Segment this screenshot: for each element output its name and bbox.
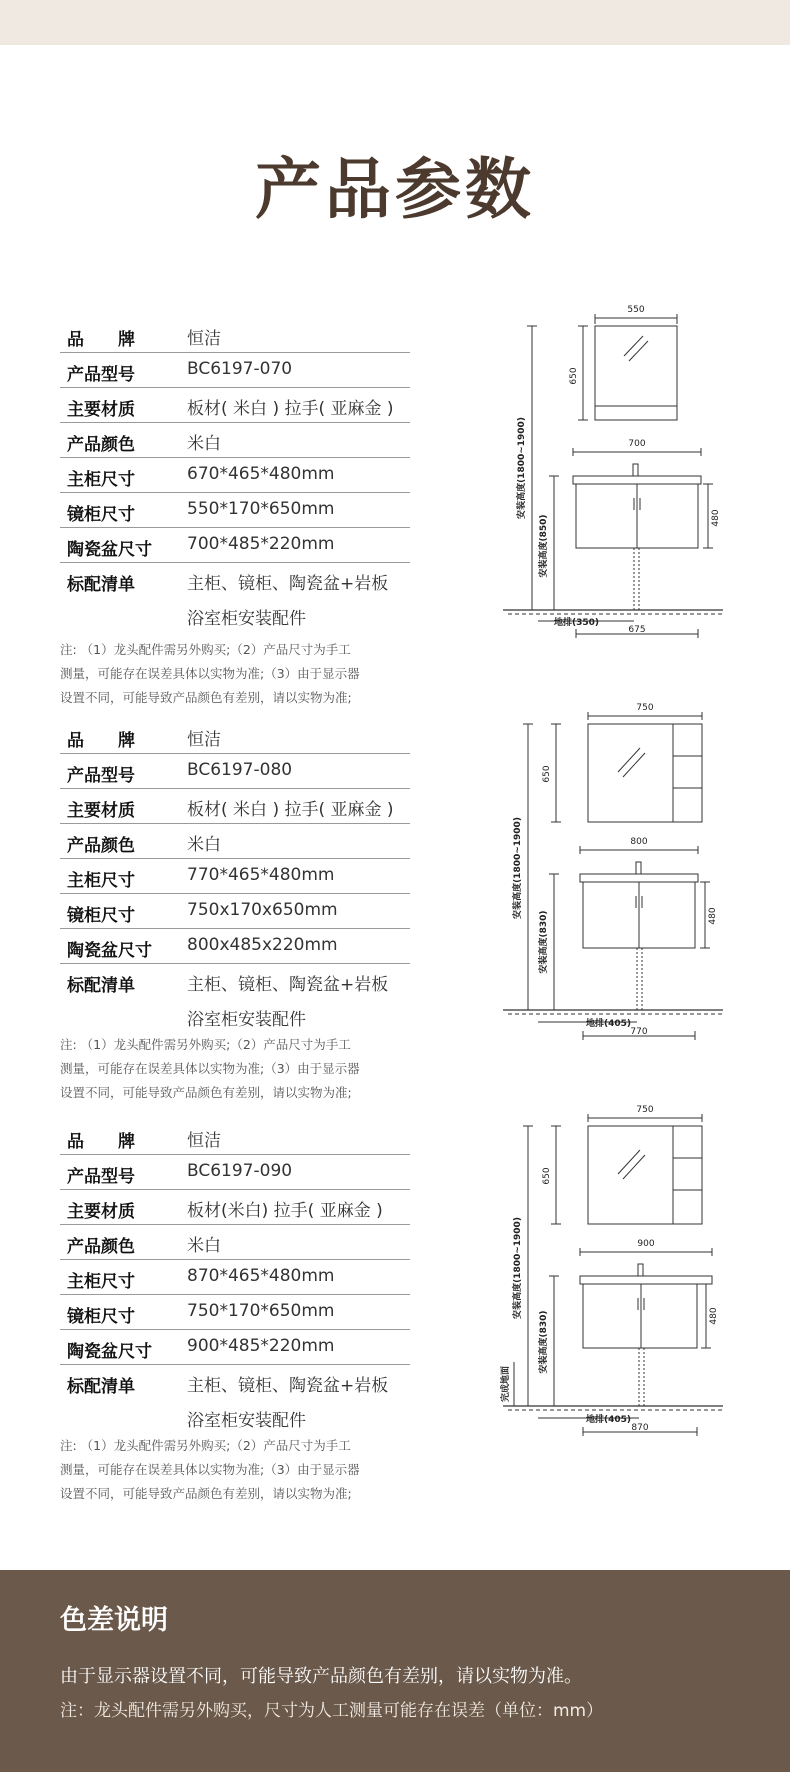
spec-row (60, 458, 410, 493)
spec-row (60, 353, 410, 388)
top-band (0, 0, 790, 45)
spec-value: 750x170x650mm (187, 900, 338, 920)
spec-value: 700*485*220mm (187, 534, 335, 554)
mirror-height-label: 650 (569, 367, 579, 385)
spec-value: 主柜、镜柜、陶瓷盆+岩板 (187, 975, 389, 995)
spec-label: 标配清单 (67, 976, 135, 996)
spec-label: 主柜尺寸 (67, 871, 135, 891)
spec-row (60, 999, 410, 1034)
basin-width-label: 900 (637, 1239, 655, 1249)
spec-label: 主柜尺寸 (67, 470, 135, 490)
install-height-label: 安装高度(1800~1900) (513, 817, 523, 919)
install-height-label: 安装高度(1800~1900) (517, 417, 527, 519)
bottom-line-2: 注：龙头配件需另外购买，尺寸为人工测量可能存在误差（单位：mm） (60, 1701, 604, 1721)
spec-row (60, 859, 410, 894)
spec-value: 800x485x220mm (187, 935, 338, 955)
spec-section-1 (0, 305, 790, 705)
spec-label: 主柜尺寸 (67, 1272, 135, 1292)
spec-label: 主要材质 (67, 801, 135, 821)
spec-row (60, 388, 410, 423)
note-line: 注: （1）龙头配件需另外购买;（2）产品尺寸为手工 (60, 642, 351, 657)
spec-label: 品 牌 (67, 330, 135, 350)
spec-row (60, 1120, 410, 1155)
dimension-diagram (498, 700, 728, 1042)
dimension-diagram (498, 1100, 728, 1442)
spec-value: 900*485*220mm (187, 1336, 335, 1356)
spec-row (60, 1365, 410, 1400)
note-line: 注: （1）龙头配件需另外购买;（2）产品尺寸为手工 (60, 1438, 351, 1453)
spec-section-2 (0, 703, 790, 1100)
cabinet-height-label: 480 (708, 907, 718, 925)
spec-label: 产品型号 (67, 365, 135, 385)
basin-width-label: 800 (630, 837, 648, 847)
spec-label: 产品型号 (67, 766, 135, 786)
dimension-diagram (498, 296, 728, 638)
note-line: 设置不同，可能导致产品颜色有差别，请以实物为准; (60, 1486, 352, 1501)
note-line: 测量，可能存在误差具体以实物为准;（3）由于显示器 (60, 1061, 360, 1076)
drain-label: 地排(405) (586, 1019, 632, 1029)
bottom-width-label: 770 (630, 1027, 648, 1037)
spec-value: 板材( 米白 ) 拉手( 亚麻金 ) (187, 800, 394, 820)
mirror-width-label: 750 (636, 1105, 654, 1115)
spec-value: 670*465*480mm (187, 464, 335, 484)
mirror-width-label: 550 (627, 305, 645, 315)
bottom-title: 色差说明 (60, 1605, 168, 1636)
basin-install-height-label: 安装高度(830) (539, 910, 549, 974)
basin-width-label: 700 (628, 439, 646, 449)
note-line: 测量，可能存在误差具体以实物为准;（3）由于显示器 (60, 666, 360, 681)
note-line: 测量，可能存在误差具体以实物为准;（3）由于显示器 (60, 1462, 360, 1477)
spec-label: 产品颜色 (67, 435, 135, 455)
spec-row (60, 1190, 410, 1225)
spec-value: 恒洁 (187, 329, 221, 349)
spec-row (60, 789, 410, 824)
spec-row (60, 754, 410, 789)
note (60, 1033, 400, 1105)
note-line: 设置不同，可能导致产品颜色有差别，请以实物为准; (60, 690, 352, 705)
spec-row (60, 1260, 410, 1295)
spec-value: 主柜、镜柜、陶瓷盆+岩板 (187, 574, 389, 594)
spec-label: 标配清单 (67, 1377, 135, 1397)
spec-label: 主要材质 (67, 1202, 135, 1222)
spec-table (60, 719, 410, 1034)
bottom-width-label: 675 (628, 625, 646, 635)
spec-value: 米白 (187, 835, 221, 855)
basin-install-height-label: 安装高度(830) (539, 1310, 549, 1374)
spec-row (60, 929, 410, 964)
spec-row (60, 528, 410, 563)
spec-value: 板材( 米白 ) 拉手( 亚麻金 ) (187, 399, 394, 419)
spec-value: 浴室柜安装配件 (187, 1010, 306, 1030)
spec-label: 陶瓷盆尺寸 (67, 540, 152, 560)
mirror-height-label: 650 (542, 765, 552, 783)
spec-table (60, 1120, 410, 1435)
spec-row (60, 1225, 410, 1260)
cabinet-height-label: 480 (711, 509, 721, 527)
spec-value: 浴室柜安装配件 (187, 609, 306, 629)
color-difference-band (0, 1570, 790, 1772)
spec-value: 米白 (187, 434, 221, 454)
spec-label: 镜柜尺寸 (67, 505, 135, 525)
spec-label: 镜柜尺寸 (67, 906, 135, 926)
spec-label: 品 牌 (67, 1132, 135, 1152)
bottom-width-label: 870 (631, 1423, 649, 1433)
note (60, 638, 400, 710)
mirror-height-label: 650 (542, 1167, 552, 1185)
cabinet-height-label: 480 (709, 1307, 719, 1325)
spec-row (60, 598, 410, 633)
spec-row (60, 824, 410, 859)
spec-label: 产品型号 (67, 1167, 135, 1187)
dimension-drawing (498, 700, 728, 1042)
spec-row (60, 318, 410, 353)
spec-value: 板材(米白) 拉手( 亚麻金 ) (187, 1201, 383, 1221)
drain-label: 地排(405) (586, 1415, 632, 1425)
spec-label: 产品颜色 (67, 1237, 135, 1257)
spec-row (60, 423, 410, 458)
note-line: 注: （1）龙头配件需另外购买;（2）产品尺寸为手工 (60, 1037, 351, 1052)
dimension-drawing (498, 296, 728, 638)
spec-row (60, 894, 410, 929)
drain-label: 地排(350) (554, 618, 600, 628)
spec-row (60, 1155, 410, 1190)
spec-row (60, 1330, 410, 1365)
spec-label: 产品颜色 (67, 836, 135, 856)
spec-row (60, 719, 410, 754)
spec-label: 主要材质 (67, 400, 135, 420)
note (60, 1434, 400, 1506)
spec-value: BC6197-070 (187, 359, 293, 379)
page-title: 产品参数 (255, 151, 535, 228)
spec-label: 标配清单 (67, 575, 135, 595)
spec-row (60, 964, 410, 999)
spec-value: 米白 (187, 1236, 221, 1256)
spec-value: BC6197-080 (187, 760, 293, 780)
spec-value: 主柜、镜柜、陶瓷盆+岩板 (187, 1376, 389, 1396)
spec-value: 恒洁 (187, 1131, 221, 1151)
spec-row (60, 1400, 410, 1435)
spec-section-3 (0, 1105, 790, 1501)
spec-label: 镜柜尺寸 (67, 1307, 135, 1327)
note-line: 设置不同，可能导致产品颜色有差别，请以实物为准; (60, 1085, 352, 1100)
install-height-label: 安装高度(1800~1900) (513, 1217, 523, 1319)
spec-value: 浴室柜安装配件 (187, 1411, 306, 1431)
dimension-drawing (498, 1100, 728, 1442)
spec-value: 870*465*480mm (187, 1266, 335, 1286)
mirror-width-label: 750 (636, 703, 654, 713)
spec-row (60, 563, 410, 598)
spec-value: 770*465*480mm (187, 865, 335, 885)
spec-label: 陶瓷盆尺寸 (67, 1342, 152, 1362)
spec-table (60, 318, 410, 633)
spec-value: 750*170*650mm (187, 1301, 335, 1321)
floor-label: 完成地面 (501, 1365, 511, 1403)
spec-row (60, 493, 410, 528)
spec-label: 品 牌 (67, 731, 135, 751)
bottom-line-1: 由于显示器设置不同，可能导致产品颜色有差别，请以实物为准。 (60, 1666, 582, 1687)
spec-row (60, 1295, 410, 1330)
spec-value: 550*170*650mm (187, 499, 335, 519)
spec-value: BC6197-090 (187, 1161, 293, 1181)
spec-label: 陶瓷盆尺寸 (67, 941, 152, 961)
spec-value: 恒洁 (187, 730, 221, 750)
basin-install-height-label: 安装高度(850) (539, 514, 549, 578)
